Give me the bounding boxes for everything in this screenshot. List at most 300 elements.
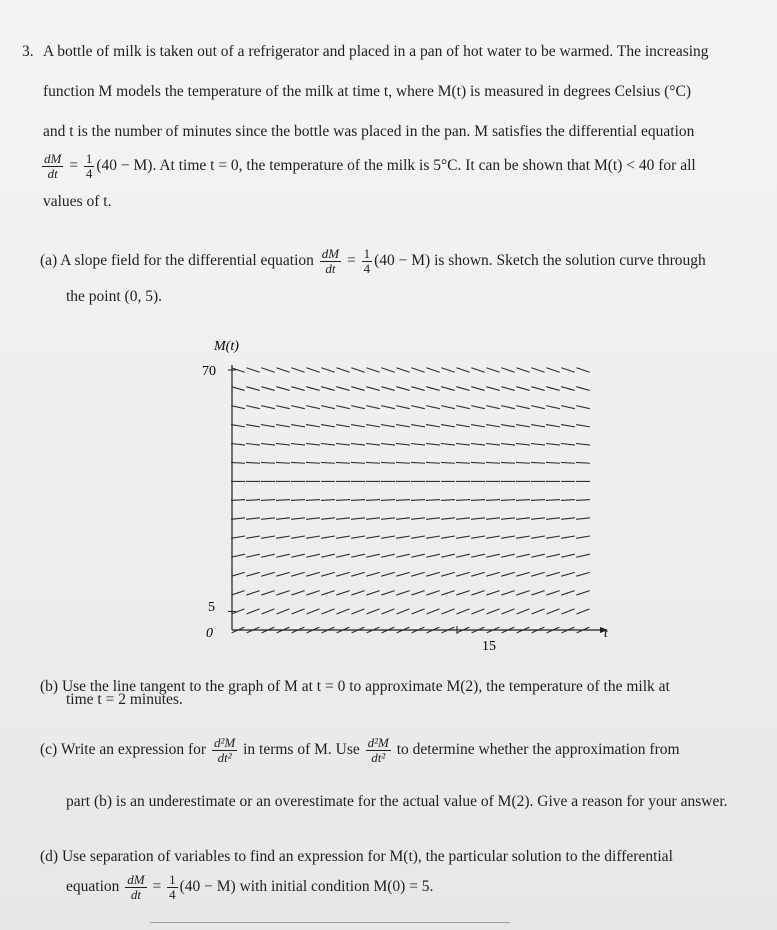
slope-segment xyxy=(546,572,559,576)
slope-segment xyxy=(276,425,290,427)
slope-segment xyxy=(501,406,515,409)
slope-segment xyxy=(321,591,334,595)
slope-segment xyxy=(396,462,410,463)
slope-segment xyxy=(441,518,455,520)
slope-segment xyxy=(576,444,590,446)
slope-segment xyxy=(261,462,275,463)
slope-segment xyxy=(516,572,529,576)
slope-segment xyxy=(291,518,305,520)
slope-segment xyxy=(441,536,455,538)
slope-segment xyxy=(321,444,335,446)
part-d-one-quarter: $\frac{1}{4}$ xyxy=(169,872,176,902)
slope-segment xyxy=(531,500,545,501)
slope-segment xyxy=(471,444,485,446)
slope-segment xyxy=(291,387,304,391)
slope-segment xyxy=(411,406,425,409)
slope-segment xyxy=(546,518,560,520)
slope-segment xyxy=(231,572,244,576)
slope-segment xyxy=(471,387,484,391)
slope-segment xyxy=(306,572,319,576)
slope-segment xyxy=(321,572,334,576)
slope-segment xyxy=(291,609,304,614)
x-tick-label-15: 15 xyxy=(482,639,496,654)
slope-segment xyxy=(516,444,530,446)
slope-segment xyxy=(321,406,335,409)
slope-segment xyxy=(261,444,275,446)
slope-segment xyxy=(381,572,394,576)
slope-segment xyxy=(561,500,575,501)
slope-segment xyxy=(366,536,380,538)
slope-segment xyxy=(576,518,590,520)
slope-segment xyxy=(231,536,245,538)
slope-segment xyxy=(231,500,245,501)
slope-segment xyxy=(306,591,319,595)
slope-segment xyxy=(486,444,500,446)
slope-segment xyxy=(291,444,305,446)
slope-segment xyxy=(516,554,530,557)
slope-segment xyxy=(306,554,320,557)
slope-segment xyxy=(546,425,560,427)
slope-segment xyxy=(531,368,544,372)
slope-segment xyxy=(276,406,290,409)
slope-segment xyxy=(456,536,470,538)
slope-segment xyxy=(411,554,425,557)
slope-segment xyxy=(276,591,289,595)
slope-segment xyxy=(546,500,560,501)
slope-segment xyxy=(411,368,424,372)
x-axis-label: t xyxy=(604,625,608,640)
slope-segment xyxy=(381,425,395,427)
slope-segment xyxy=(426,609,439,614)
slope-segment xyxy=(321,425,335,427)
slope-segment xyxy=(381,368,394,372)
slope-segment xyxy=(441,500,455,501)
answer-rule xyxy=(150,922,510,923)
slope-segment xyxy=(441,554,455,557)
slope-segment xyxy=(441,368,454,372)
slope-segment xyxy=(261,554,275,557)
slope-segment xyxy=(351,518,365,520)
slope-segment xyxy=(381,444,395,446)
slope-segment xyxy=(561,462,575,463)
slope-segment xyxy=(516,518,530,520)
slope-segment xyxy=(561,444,575,446)
slope-segment xyxy=(471,368,484,372)
slope-segment xyxy=(501,591,514,595)
slope-segment xyxy=(276,387,289,391)
slope-segment xyxy=(441,425,455,427)
slope-segment xyxy=(336,591,349,595)
slope-segment xyxy=(471,536,485,538)
slope-segment xyxy=(351,406,365,409)
slope-segment xyxy=(276,536,290,538)
slope-segment xyxy=(231,518,245,520)
slope-segment xyxy=(501,387,514,391)
slope-segment xyxy=(246,554,260,557)
slope-segment xyxy=(456,368,469,372)
slope-segment xyxy=(486,462,500,463)
slope-segment xyxy=(501,500,515,501)
slope-segment xyxy=(426,368,439,372)
slope-segment xyxy=(396,554,410,557)
slope-segment xyxy=(306,536,320,538)
slope-segment xyxy=(261,406,275,409)
slope-segment xyxy=(246,406,260,409)
part-d-label: (d) xyxy=(40,848,59,865)
slope-segment xyxy=(441,406,455,409)
slope-segment xyxy=(546,406,560,409)
slope-segment xyxy=(576,554,590,557)
slope-segment xyxy=(306,387,319,391)
slope-segment xyxy=(321,518,335,520)
slope-segment xyxy=(306,368,319,372)
slope-segment xyxy=(426,518,440,520)
slope-segment xyxy=(321,554,335,557)
slope-segment xyxy=(351,591,364,595)
slope-segment xyxy=(516,406,530,409)
slope-segment xyxy=(246,462,260,463)
slope-segment xyxy=(576,500,590,501)
slope-segment xyxy=(576,387,589,391)
slope-segment xyxy=(396,572,409,576)
slope-segment xyxy=(291,406,305,409)
slope-segment xyxy=(441,591,454,595)
slope-segment xyxy=(531,444,545,446)
slope-segment xyxy=(516,462,530,463)
slope-segment xyxy=(396,444,410,446)
slope-segment xyxy=(531,406,545,409)
slope-segment xyxy=(531,554,545,557)
intro-line-3: and t is the number of minutes since the bottle was placed in the pan. M satisfies the differential equation xyxy=(43,123,695,140)
slope-segment xyxy=(366,368,379,372)
origin-label: 0 xyxy=(206,626,213,641)
slope-segment xyxy=(276,609,289,614)
slope-segment xyxy=(246,591,259,595)
slope-segment xyxy=(306,444,320,446)
slope-segment xyxy=(276,500,290,501)
slope-segment xyxy=(486,406,500,409)
second-derivative-fraction-1: $\frac{\text{d²M}}{\text{dt²}}$ xyxy=(213,735,236,765)
slope-segment xyxy=(471,462,485,463)
slope-segment xyxy=(306,425,320,427)
slope-segment xyxy=(576,591,589,595)
part-a-dm-dt-fraction: $\frac{dM}{dt}$ xyxy=(321,246,340,276)
slope-segment xyxy=(261,368,274,372)
slope-segment xyxy=(501,572,514,576)
part-a-line-1: (a) A slope field for the differential equation $\frac{dM}{dt}$ = $\frac{1}{4}$ (40 − M) is shown. Sketch the solution curve through xyxy=(40,246,706,276)
slope-segment xyxy=(426,572,439,576)
slope-segment xyxy=(261,425,275,427)
part-b-label: (b) xyxy=(40,678,59,695)
slope-segment xyxy=(336,387,349,391)
slope-segment xyxy=(411,462,425,463)
part-d-line-2: equation $\frac{dM}{dt}$ = $\frac{1}{4}$ (40 − M) with initial condition M(0) = 5. xyxy=(66,872,434,902)
slope-segment xyxy=(546,591,559,595)
slope-segment xyxy=(411,591,424,595)
slope-segment xyxy=(546,609,559,614)
slope-segment xyxy=(456,387,469,391)
slope-segment xyxy=(516,425,530,427)
slope-segment xyxy=(411,500,425,501)
part-d-line-1: (d) Use separation of variables to find an expression for M(t), the particular solution to the differential xyxy=(40,848,673,865)
slope-segment xyxy=(486,518,500,520)
slope-segment xyxy=(411,536,425,538)
slope-segment xyxy=(516,536,530,538)
slope-segment xyxy=(381,591,394,595)
slope-segment xyxy=(546,368,559,372)
part-c-label: (c) xyxy=(40,741,58,759)
slope-segment xyxy=(531,609,544,614)
slope-segment xyxy=(486,591,499,595)
slope-segment xyxy=(291,591,304,595)
slope-segment xyxy=(531,425,545,427)
slope-segment xyxy=(426,387,439,391)
slope-segment xyxy=(561,536,575,538)
slope-segment xyxy=(411,387,424,391)
slope-segment xyxy=(261,591,274,595)
slope-segment xyxy=(576,572,589,576)
slope-segment xyxy=(561,518,575,520)
slope-segment xyxy=(441,609,454,614)
slope-segment xyxy=(456,591,469,595)
slope-segment xyxy=(366,387,379,391)
slope-segment xyxy=(306,500,320,501)
slope-segment xyxy=(381,406,395,409)
slope-segment xyxy=(441,387,454,391)
slope-segment xyxy=(576,368,589,372)
slope-segment xyxy=(231,387,244,391)
slope-segment xyxy=(426,591,439,595)
slope-segment xyxy=(306,609,319,614)
part-a-one-quarter: $\frac{1}{4}$ xyxy=(363,246,371,276)
slope-segment xyxy=(246,444,260,446)
slope-segment xyxy=(396,609,409,614)
slope-segment xyxy=(351,500,365,501)
slope-segment xyxy=(396,500,410,501)
slope-segment xyxy=(246,609,259,614)
slope-segment xyxy=(576,406,590,409)
slope-segment xyxy=(306,406,320,409)
slope-segment xyxy=(426,425,440,427)
slope-segment xyxy=(321,368,334,372)
slope-segment xyxy=(561,572,574,576)
one-quarter-fraction: $\frac{1}{4}$ xyxy=(85,151,93,181)
slope-segment xyxy=(396,591,409,595)
slope-segment xyxy=(486,387,499,391)
slope-segment xyxy=(306,518,320,520)
slope-segment xyxy=(561,591,574,595)
slope-segment xyxy=(336,500,350,501)
slope-segment xyxy=(366,425,380,427)
slope-segment xyxy=(411,518,425,520)
slope-segment xyxy=(471,406,485,409)
slope-segment xyxy=(486,425,500,427)
slope-segment xyxy=(291,368,304,372)
slope-segment xyxy=(531,536,545,538)
slope-segment xyxy=(396,425,410,427)
slope-segment xyxy=(576,425,590,427)
slope-segment xyxy=(336,609,349,614)
slope-segment xyxy=(546,444,560,446)
slope-segment xyxy=(381,500,395,501)
slope-segment xyxy=(246,387,259,391)
slope-segment xyxy=(516,500,530,501)
slope-segment xyxy=(291,536,305,538)
slope-segment xyxy=(501,425,515,427)
slope-segment xyxy=(276,572,289,576)
slope-segment xyxy=(456,462,470,463)
slope-segment xyxy=(261,572,274,576)
slope-segment xyxy=(576,609,589,614)
slope-segment xyxy=(366,554,380,557)
slope-segment xyxy=(351,609,364,614)
slope-segment xyxy=(336,572,349,576)
slope-segment xyxy=(351,572,364,576)
slope-segment xyxy=(351,387,364,391)
slope-segment xyxy=(396,536,410,538)
slope-segment xyxy=(561,609,574,614)
slope-segment xyxy=(396,368,409,372)
slope-segment xyxy=(531,518,545,520)
slope-segment xyxy=(366,500,380,501)
slope-segment xyxy=(516,591,529,595)
slope-segment xyxy=(531,591,544,595)
slope-segment xyxy=(306,462,320,463)
slope-segment xyxy=(321,500,335,501)
slope-segment xyxy=(561,368,574,372)
slope-segment xyxy=(576,462,590,463)
second-derivative-fraction-2: $\frac{\text{d²M}}{\text{dt²}}$ xyxy=(367,735,389,765)
slope-segment xyxy=(261,518,275,520)
slope-segment xyxy=(396,387,409,391)
y-axis-label: M(t) xyxy=(214,339,239,354)
slope-segment xyxy=(336,425,350,427)
slope-segment xyxy=(291,462,305,463)
slope-segment xyxy=(321,387,334,391)
slope-segment xyxy=(231,425,245,427)
slope-segment xyxy=(261,609,274,614)
slope-segment xyxy=(501,536,515,538)
slope-segment xyxy=(276,462,290,463)
slope-segment xyxy=(276,368,289,372)
slope-segment xyxy=(291,572,304,576)
slope-segment xyxy=(486,536,500,538)
slope-segment xyxy=(351,368,364,372)
y-tick-label-70: 70 xyxy=(202,364,216,379)
slope-segment xyxy=(426,444,440,446)
slope-segment xyxy=(561,554,575,557)
slope-segment xyxy=(246,572,259,576)
slope-segment xyxy=(456,609,469,614)
slope-segment xyxy=(426,462,440,463)
slope-segment xyxy=(471,554,485,557)
slope-segment xyxy=(231,554,245,557)
slope-segment xyxy=(471,572,484,576)
intro-line-2: function M models the temperature of the milk at time t, where M(t) is measured in degrees Celsius (°C) xyxy=(43,83,691,100)
slope-segment xyxy=(246,536,260,538)
slope-segment xyxy=(321,536,335,538)
slope-segment xyxy=(471,518,485,520)
slope-segment xyxy=(561,425,575,427)
slope-segment xyxy=(486,554,500,557)
de-line-rest: (40 − M). At time t = 0, the temperature of the milk is 5°C. It can be shown that M(t) < 40 for all xyxy=(96,157,696,175)
y-tick-label-5: 5 xyxy=(208,600,215,615)
slope-segment xyxy=(396,518,410,520)
slope-segment xyxy=(321,609,334,614)
slope-segment xyxy=(531,572,544,576)
slope-segment xyxy=(471,591,484,595)
slope-segment xyxy=(426,406,440,409)
slope-segment xyxy=(456,554,470,557)
slope-segment xyxy=(246,368,259,372)
slope-segment xyxy=(381,554,395,557)
slope-segment xyxy=(456,444,470,446)
slope-segment xyxy=(381,387,394,391)
slope-segment xyxy=(501,462,515,463)
slope-segment xyxy=(336,406,350,409)
differential-equation-line: $\frac{dM}{dt}$ = $\frac{1}{4}$ (40 − M). At time t = 0, the temperature of the milk is 5°C. It can be shown that M(t) < 40 for all xyxy=(44,151,696,181)
slope-segment xyxy=(246,425,260,427)
slope-segment xyxy=(231,406,245,409)
slope-segment xyxy=(381,518,395,520)
slope-segment xyxy=(246,500,260,501)
slope-segment xyxy=(486,572,499,576)
slope-segment xyxy=(456,572,469,576)
intro-line-1: A bottle of milk is taken out of a refrigerator and placed in a pan of hot water to be warmed. The increasing xyxy=(43,43,709,60)
slope-segment xyxy=(561,387,574,391)
slope-segment xyxy=(336,368,349,372)
slope-segment xyxy=(276,518,290,520)
slope-segment xyxy=(501,609,514,614)
slope-segment xyxy=(456,500,470,501)
slope-segment xyxy=(411,425,425,427)
slope-segment xyxy=(471,609,484,614)
slope-segment xyxy=(321,462,335,463)
part-c-line-2: part (b) is an underestimate or an overestimate for the actual value of M(2). Give a reason for your answer. xyxy=(66,793,728,810)
slope-segment xyxy=(381,462,395,463)
slope-field-graph[interactable] xyxy=(190,330,630,655)
slope-segment xyxy=(441,572,454,576)
slope-segment xyxy=(486,368,499,372)
slope-segment xyxy=(246,518,260,520)
slope-segment xyxy=(366,591,379,595)
slope-segment xyxy=(501,368,514,372)
slope-segment xyxy=(531,387,544,391)
slope-segment xyxy=(516,609,529,614)
slope-segment xyxy=(411,572,424,576)
slope-segment xyxy=(366,518,380,520)
slope-segment xyxy=(276,444,290,446)
slope-segment xyxy=(396,406,410,409)
slope-segment xyxy=(381,609,394,614)
slope-segment xyxy=(366,406,380,409)
slope-segment xyxy=(456,425,470,427)
slope-segment xyxy=(351,554,365,557)
slope-segments xyxy=(228,368,590,634)
slope-segment xyxy=(441,462,455,463)
slope-segment xyxy=(426,554,440,557)
slope-segment xyxy=(291,554,305,557)
slope-segment xyxy=(336,518,350,520)
slope-segment xyxy=(231,462,245,463)
slope-segment xyxy=(366,609,379,614)
slope-segment xyxy=(411,609,424,614)
slope-segment xyxy=(471,500,485,501)
part-b-line-1: (b) Use the line tangent to the graph of M at t = 0 to approximate M(2), the temperature of the milk at xyxy=(40,678,670,695)
slope-segment xyxy=(516,368,529,372)
slope-segment xyxy=(456,518,470,520)
part-a-label: (a) xyxy=(40,252,58,270)
